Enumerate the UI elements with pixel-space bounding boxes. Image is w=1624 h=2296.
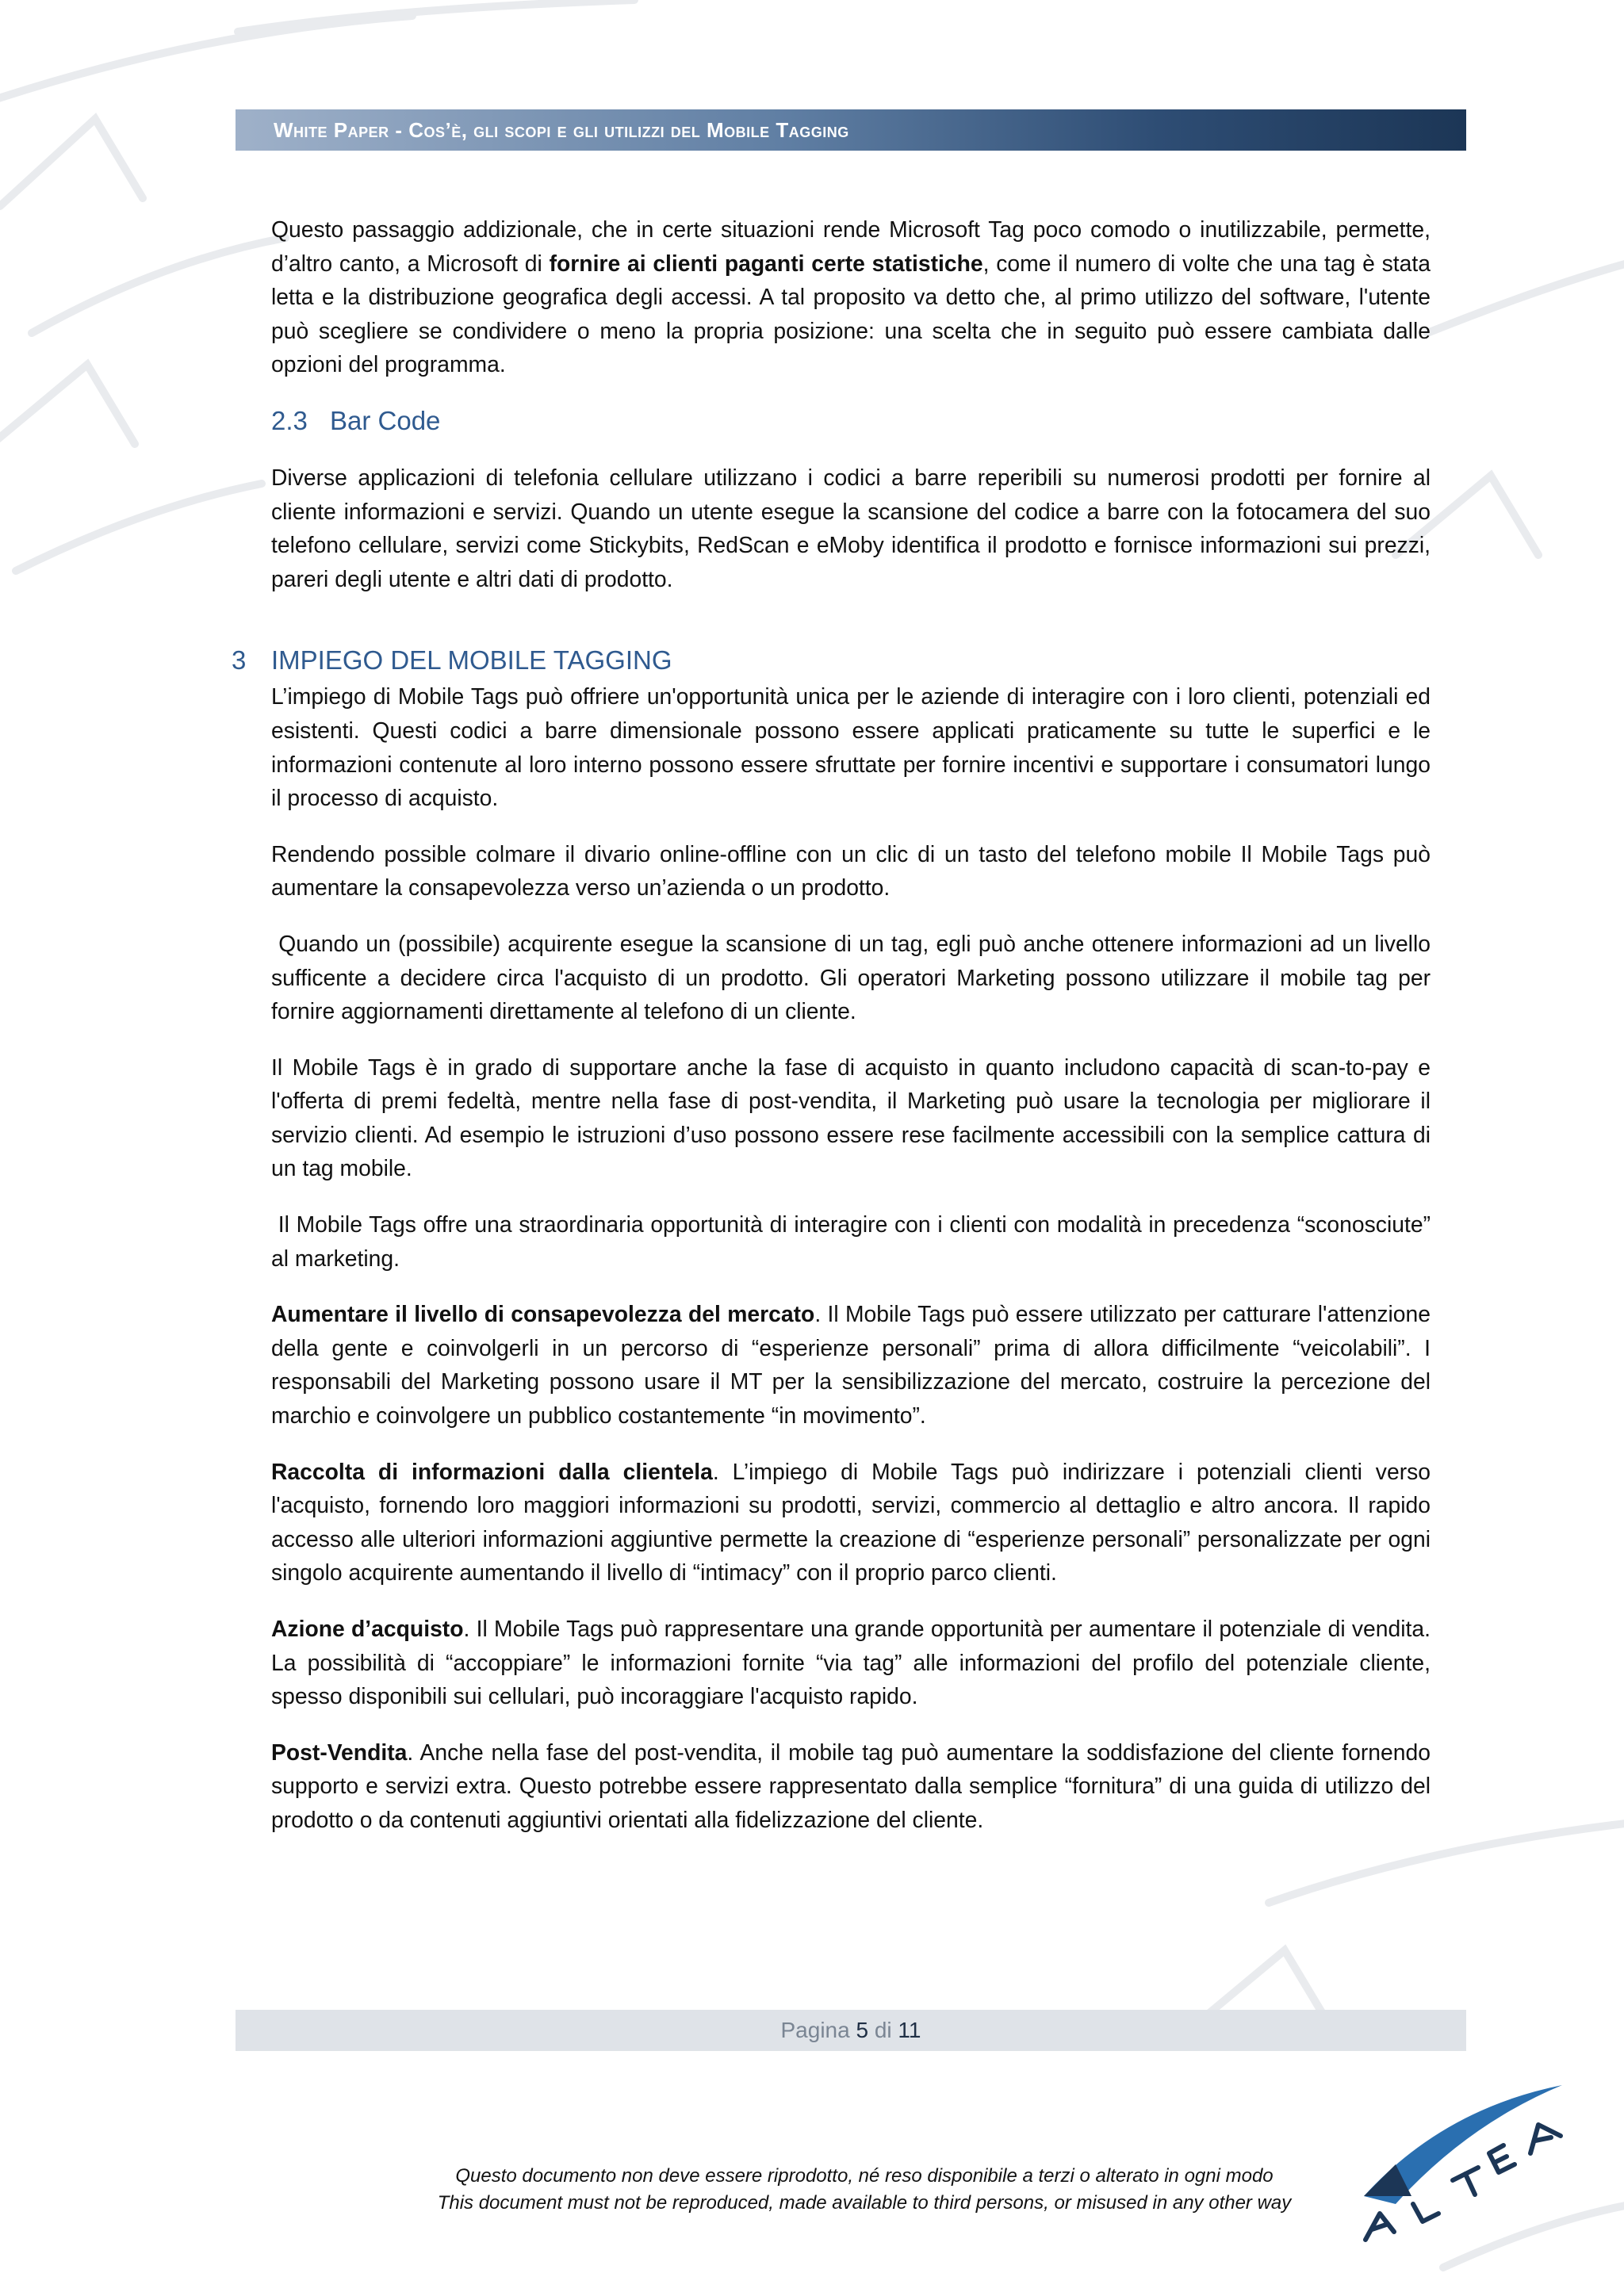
intro-text-1: Questo passaggio addizionale, che in certe situazioni rende Microsoft Tag poco comodo o inutilizzabile, permette, d’altro canto, a Microsoft di (271, 216, 1431, 276)
disclaimer-english: This document must not be reproduced, made available to third persons, or misused in any other way (437, 2192, 1292, 2214)
section-2-3-number: 2.3 (271, 405, 308, 435)
section-3-paragraph: Rendendo possible colmare il divario online-offline con un clic di un tasto del telefono mobile Il Mobile Tags può aumentare la consapevolezza verso un’azienda o un prodotto. (271, 840, 1431, 901)
intro-text-2: , come il numero di volte che una tag è stata letta e la distribuzione geografica degli accessi. A tal proposito va detto che, al primo utilizzo del software, l'utente può scegliere se condividere o meno la propria posizione: una scelta che in seguito può essere cambiata dalle opzioni del programma. (271, 250, 1431, 377)
page-number-bar (236, 2010, 1466, 2051)
info-collection-bold: Raccolta di informazioni dalla clientela (271, 1458, 713, 1484)
info-collection-paragraph (271, 1455, 1431, 1590)
awareness-bold: Aumentare il livello di consapevolezza del mercato (271, 1301, 815, 1327)
section-3-heading (232, 643, 1431, 678)
disclaimer-italian: Questo documento non deve essere riprodotto, né reso disponibile a terzi o alterato in ogni modo (455, 2165, 1274, 2187)
purchase-paragraph (271, 1612, 1431, 1713)
page-of: di (874, 2018, 892, 2042)
section-3-number: 3 (232, 645, 247, 675)
intro-paragraph (271, 212, 1431, 381)
section-3-title: IMPIEGO DEL MOBILE TAGGING (271, 645, 672, 675)
section-3-paragraph: Quando un (possibile) acquirente esegue la scansione di un tag, egli può anche ottenere informazioni ad un livello sufficente a decidere circa l'acquisto di un prodotto. Gli operatori Marketing possono utilizzare il mobile tag per fornire aggiornamenti direttamente al telefono di un cliente. (271, 930, 1437, 1024)
header-bar (236, 109, 1466, 151)
altea-logo (1348, 2077, 1578, 2252)
post-sale-text: . Anche nella fase del post-vendita, il mobile tag può aumentare la soddisfazione del cliente fornendo supporto e servizi extra. Questo potrebbe essere rappresentato dalla semplice “fornitura” di una guida di utilizzo del prodotto o da contenuti aggiuntivi orientati alla fidelizzazione del cliente. (271, 1739, 1431, 1832)
purchase-bold: Azione d’acquisto (271, 1616, 464, 1641)
purchase-text: . Il Mobile Tags può rappresentare una grande opportunità per aumentare il potenziale di vendita. La possibilità di “accoppiare” le informazioni fornite “via tag” alle informazioni del profilo del potenziale cliente, spesso disponibili sui cellulari, può incoraggiare l'acquisto rapido. (271, 1616, 1431, 1709)
section-3-paragraph: Il Mobile Tags offre una straordinaria opportunità di interagire con i clienti con modalità in precedenza “sconosciute” al marketing. (271, 1211, 1437, 1271)
document-body (232, 212, 1437, 1859)
page-label: Pagina (780, 2018, 850, 2042)
awareness-paragraph (271, 1297, 1431, 1432)
page-current: 5 (856, 2018, 869, 2042)
info-collection-text: . L’impiego di Mobile Tags può indirizzare i potenziali clienti verso l'acquisto, fornendo loro maggiori informazioni su prodotti, servizi, commercio al dettaglio e altro ancora. Il rapido accesso alle ulteriori informazioni aggiuntive permette la creazione di “esperienze personali” personalizzate per ogni singolo acquirente aumentando il livello di “intimacy” con il proprio parco clienti. (271, 1458, 1431, 1586)
intro-bold: fornire ai clienti paganti certe statistiche (549, 250, 983, 276)
section-2-3-heading (271, 404, 1431, 438)
page-total: 11 (898, 2018, 921, 2042)
section-2-3-title: Bar Code (330, 405, 441, 435)
awareness-text: . Il Mobile Tags può essere utilizzato per catturare l'attenzione della gente e coinvolgerli in un percorso di “esperienze personali” prima di allora difficilmente “veicolabili”. I responsabili del Marketing possono usare il MT per la sensibilizzazione del mercato, costruire la percezione del marchio e coinvolgere un pubblico costantemente “in movimento”. (271, 1301, 1431, 1429)
header-title: White Paper - Cos’è, gli scopi e gli utilizzi del Mobile Tagging (274, 117, 849, 142)
section-3-paragraph: L’impiego di Mobile Tags può offriere un'opportunità unica per le aziende di interagire con i loro clienti, potenziali ed esistenti. Questi codici a barre dimensionale possono essere applicati praticamente su tutte le superfici e le informazioni contenute al loro interno possono essere sfruttate per fornire incentivi e supportare i consumatori lungo il processo di acquisto. (271, 683, 1431, 811)
post-sale-bold: Post-Vendita (271, 1739, 408, 1765)
post-sale-paragraph (271, 1735, 1431, 1837)
disclaimer (349, 2163, 1380, 2217)
section-2-3-paragraph: Diverse applicazioni di telefonia cellulare utilizzano i codici a barre reperibili su numerosi prodotti per fornire al cliente informazioni e servizi. Quando un utente esegue la scansione del codice a barre con la fotocamera del suo telefono cellulare, servizi come Stickybits, RedScan e eMoby identifica il prodotto e fornisce informazioni sui prezzi, pareri degli utente e altri dati di prodotto. (271, 464, 1431, 591)
section-3-paragraph: Il Mobile Tags è in grado di supportare anche la fase di acquisto in quanto includono capacità di scan-to-pay e l'offerta di premi fedeltà, mentre nella fase di post-vendita, il Marketing può usare la tecnologia per migliorare il servizio clienti. Ad esempio le istruzioni d’uso possono essere rese facilmente accessibili con la semplice cattura di un tag mobile. (271, 1054, 1431, 1181)
